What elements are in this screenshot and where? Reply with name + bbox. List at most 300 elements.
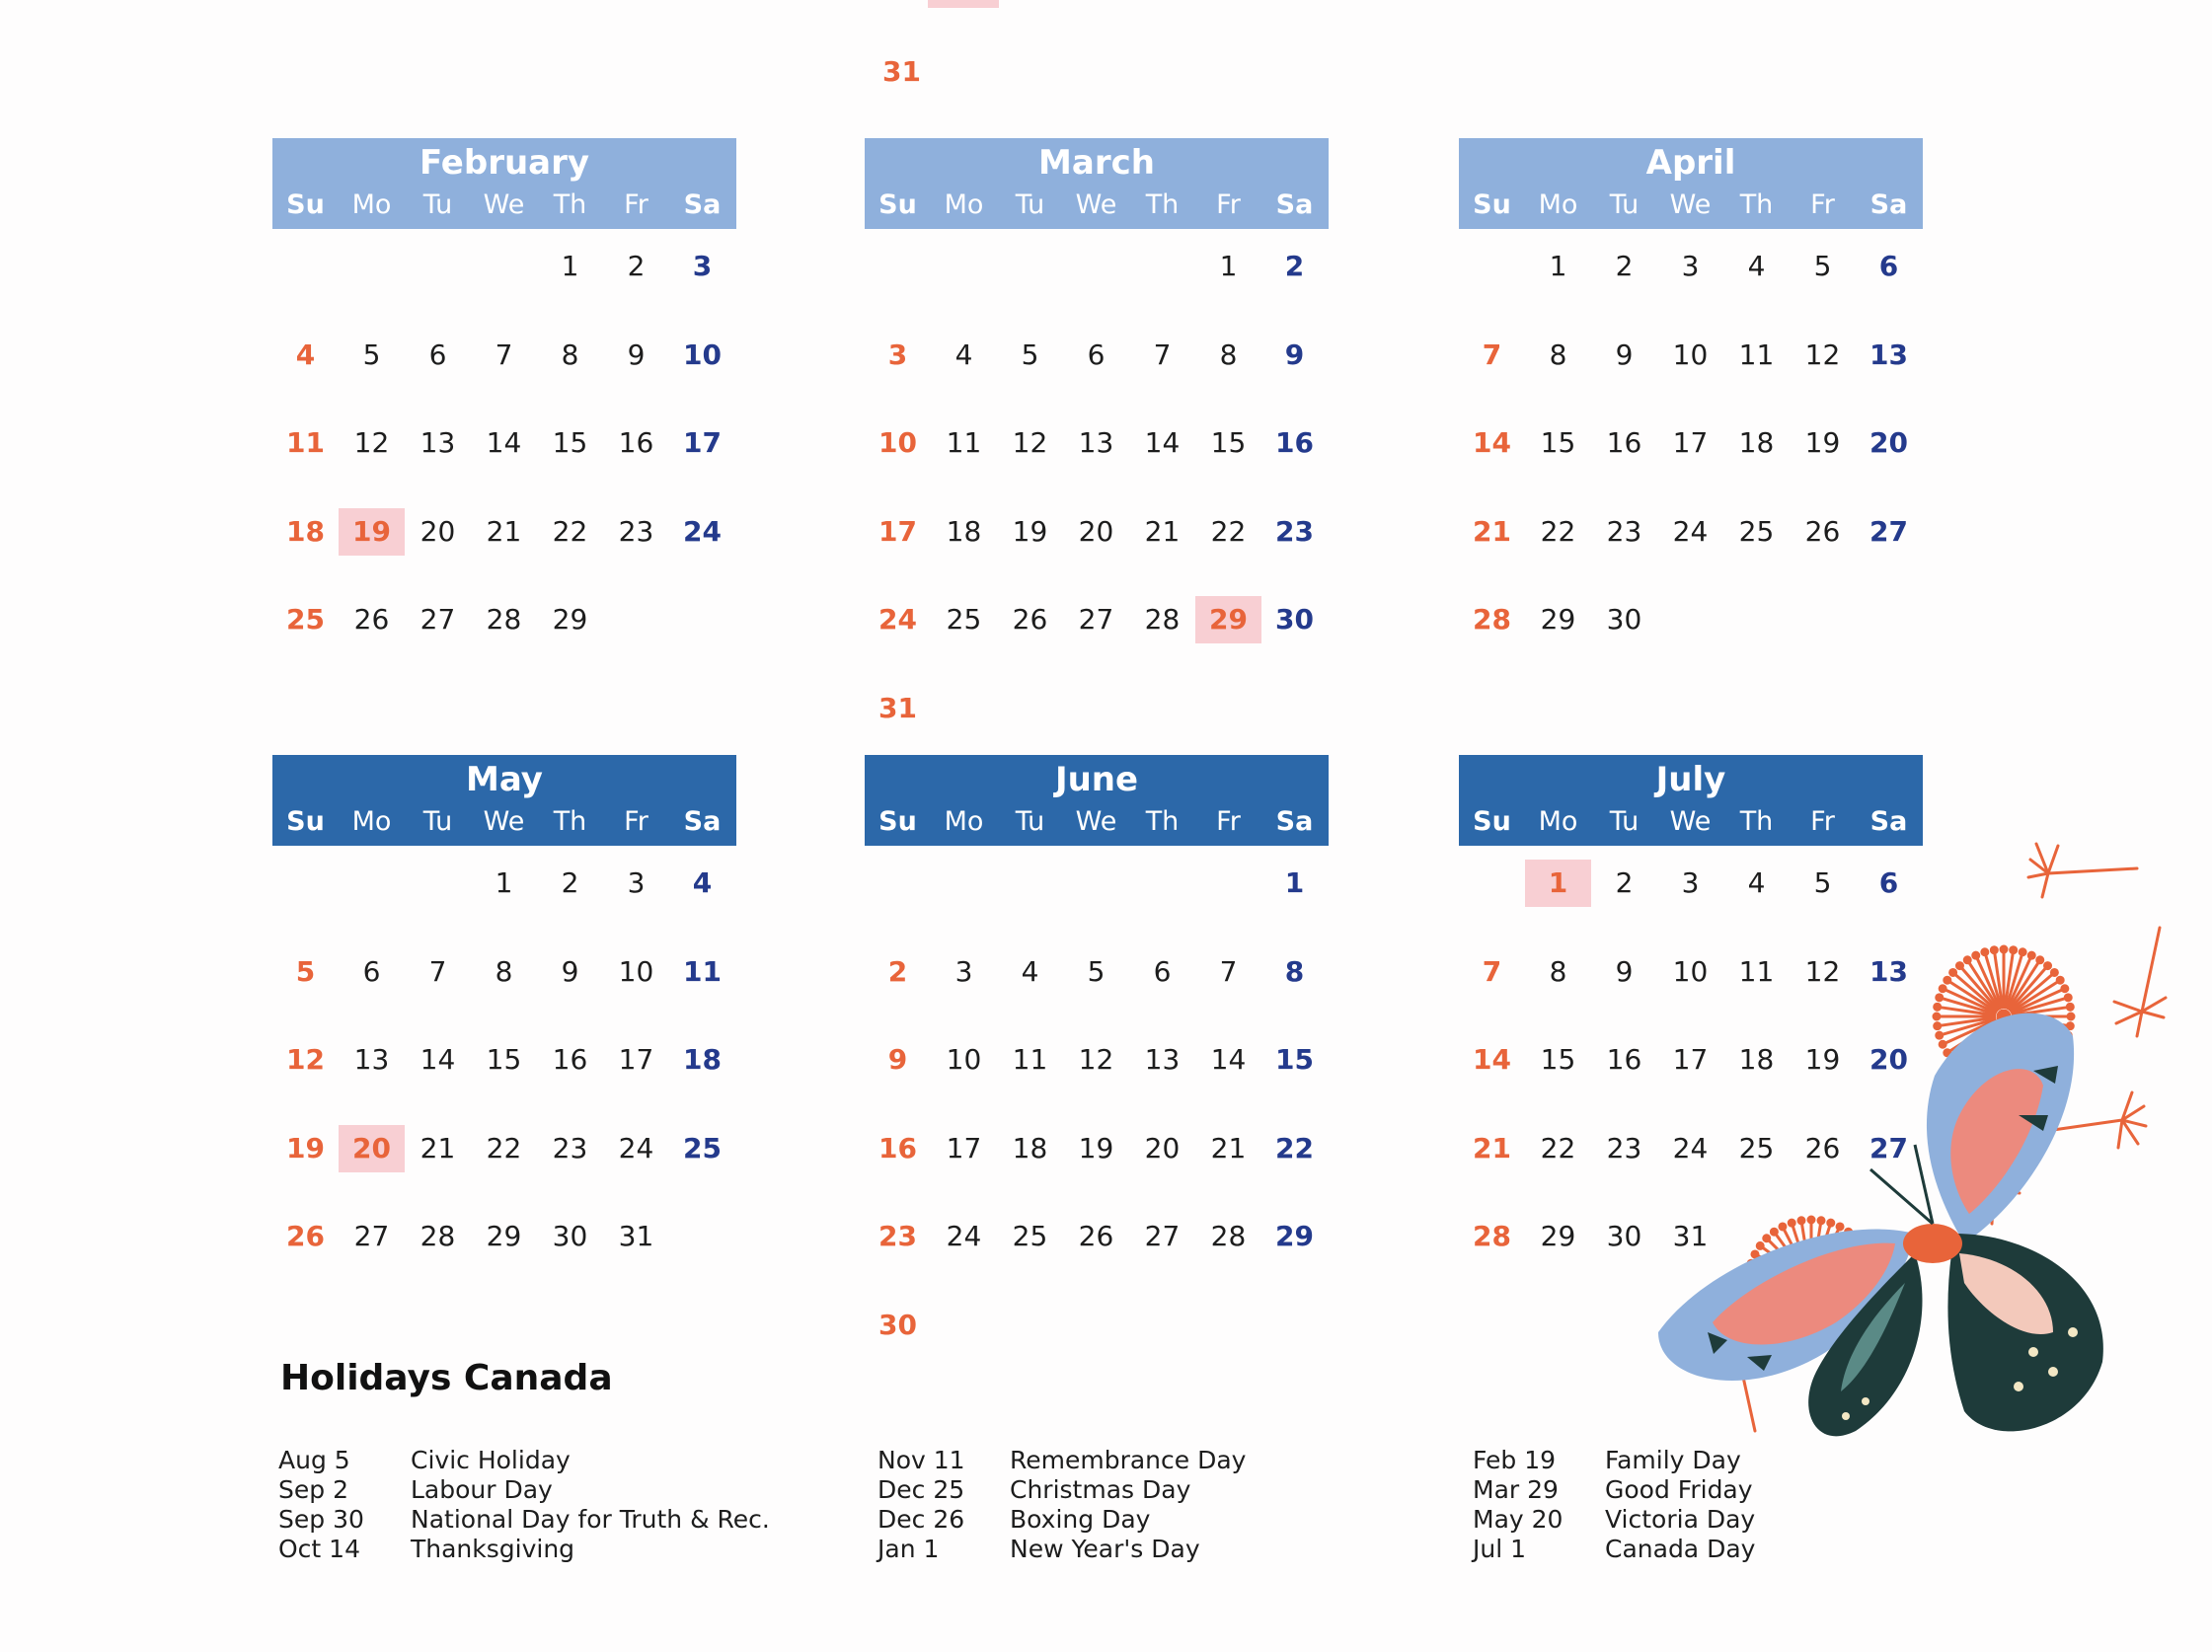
previous-month-day-31: 31 (882, 55, 921, 88)
holiday-name: Civic Holiday (411, 1446, 571, 1474)
day-number: 22 (1275, 1131, 1314, 1164)
day-number: 13 (1078, 426, 1114, 459)
day-number: 23 (1275, 514, 1314, 548)
empty-cell (1459, 229, 1525, 318)
weekday-label: Mo (944, 806, 984, 837)
weekday-label: Th (1145, 189, 1180, 220)
day-number: 2 (1615, 250, 1634, 282)
day-cell (603, 494, 669, 583)
day-number: 30 (1606, 603, 1642, 636)
day-number: 25 (946, 603, 982, 636)
weekday-label: We (1075, 806, 1117, 837)
day-cell (1063, 935, 1129, 1023)
empty-cell (471, 229, 537, 318)
day-number: 5 (1813, 866, 1832, 899)
day-number: 25 (286, 603, 325, 636)
weekday-label: Su (286, 806, 325, 837)
day-cell (405, 1199, 471, 1288)
holiday-name: Family Day (1605, 1446, 1741, 1474)
day-cell (471, 406, 537, 494)
month-june (865, 755, 1329, 1376)
day-number: 17 (946, 1131, 982, 1164)
day-cell (272, 935, 339, 1023)
month-february (272, 138, 736, 671)
day-cell (537, 1111, 603, 1200)
day-number: 7 (1482, 954, 1502, 988)
weekday-label: Tu (1609, 806, 1640, 837)
day-cell (603, 1199, 669, 1288)
day-cell (997, 582, 1063, 671)
day-number: 9 (627, 338, 646, 371)
month-title: July (1655, 760, 1726, 799)
day-cell (339, 1199, 405, 1288)
day-number: 16 (618, 426, 654, 459)
day-number: 13 (1869, 338, 1908, 371)
day-number: 4 (1747, 250, 1766, 282)
day-cell (1261, 318, 1328, 407)
weekday-row (865, 800, 1329, 846)
day-cell (1591, 229, 1657, 318)
day-cell (1525, 935, 1591, 1023)
day-cell (272, 582, 339, 671)
day-cell (865, 1288, 931, 1377)
day-cell (865, 671, 931, 760)
day-number: 2 (561, 866, 579, 899)
holiday-name: Remembrance Day (1010, 1446, 1247, 1474)
weekday-row (272, 184, 736, 229)
day-number: 16 (1275, 426, 1314, 459)
day-cell (669, 846, 735, 935)
day-number: 19 (339, 508, 405, 556)
holidays-title: Holidays Canada (280, 1358, 613, 1398)
day-cell (1790, 494, 1856, 583)
day-cell (1723, 229, 1790, 318)
day-cell (1063, 318, 1129, 407)
day-cell (931, 1199, 997, 1288)
day-number: 19 (1078, 1131, 1114, 1164)
day-cell (1657, 318, 1723, 407)
holiday-row (877, 1505, 1246, 1535)
day-cell (603, 1022, 669, 1111)
day-number: 11 (1738, 954, 1775, 988)
day-cell (931, 582, 997, 671)
day-number: 6 (1878, 250, 1899, 282)
day-number: 27 (1869, 1131, 1908, 1164)
month-title: April (1645, 143, 1736, 183)
day-number: 31 (618, 1220, 654, 1252)
day-number: 8 (1284, 954, 1305, 988)
weekday-label: Fr (1810, 806, 1835, 837)
day-number: 22 (1540, 1131, 1576, 1164)
day-cell (1195, 935, 1261, 1023)
day-cell (1657, 229, 1723, 318)
day-number: 20 (1869, 1043, 1908, 1076)
day-cell (1525, 582, 1591, 671)
day-cell (1591, 318, 1657, 407)
day-number: 5 (362, 338, 381, 371)
day-cell (931, 494, 997, 583)
day-number: 4 (692, 866, 713, 899)
day-cell (339, 318, 405, 407)
day-number: 3 (887, 338, 908, 371)
empty-cell (1459, 846, 1525, 935)
day-number: 1 (1549, 250, 1567, 282)
day-number: 27 (353, 1220, 390, 1252)
day-cell (1195, 318, 1261, 407)
day-cell (1063, 406, 1129, 494)
butterfly-icon (1619, 819, 2211, 1628)
day-number: 29 (1195, 596, 1261, 643)
day-cell (1790, 318, 1856, 407)
day-number: 27 (1078, 603, 1114, 636)
day-cell (1195, 1022, 1261, 1111)
day-number: 3 (954, 954, 973, 988)
day-cell (1525, 846, 1591, 935)
day-number: 12 (1804, 338, 1841, 371)
day-cell (1591, 582, 1657, 671)
day-cell (1856, 494, 1922, 583)
day-number: 24 (1672, 1131, 1709, 1164)
weekday-label: Th (1145, 806, 1180, 837)
day-cell (1723, 318, 1790, 407)
day-number: 14 (1473, 1043, 1511, 1076)
day-number: 17 (878, 514, 917, 548)
day-cell (931, 935, 997, 1023)
empty-cell (1063, 229, 1129, 318)
weekday-label: Mo (1538, 806, 1578, 837)
day-number: 21 (1210, 1131, 1247, 1164)
day-number: 6 (1153, 954, 1172, 988)
empty-cell (339, 846, 405, 935)
day-number: 18 (1738, 1043, 1775, 1076)
empty-cell (997, 229, 1063, 318)
holiday-name: Christmas Day (1010, 1475, 1191, 1504)
month-title: March (1038, 143, 1155, 183)
weekday-label: Mo (944, 189, 984, 220)
weekday-label: We (483, 806, 525, 837)
weekday-label: Su (1473, 806, 1511, 837)
weekday-row (1459, 184, 1923, 229)
day-number: 18 (683, 1043, 722, 1076)
day-number: 27 (1144, 1220, 1181, 1252)
day-number: 19 (286, 1131, 325, 1164)
day-number: 4 (954, 338, 973, 371)
weekday-label: Mo (351, 189, 392, 220)
day-number: 14 (1473, 426, 1511, 459)
day-cell (997, 494, 1063, 583)
day-number: 9 (561, 954, 579, 988)
day-number: 25 (1738, 514, 1775, 548)
day-cell (1195, 406, 1261, 494)
day-cell (1261, 406, 1328, 494)
day-number: 10 (878, 426, 917, 459)
holiday-column (278, 1446, 770, 1564)
day-cell (865, 1111, 931, 1200)
weekday-label: Tu (422, 189, 453, 220)
day-number: 3 (1681, 250, 1700, 282)
day-cell (1459, 935, 1525, 1023)
day-number: 28 (1210, 1220, 1247, 1252)
day-cell (1525, 318, 1591, 407)
day-cell (1261, 494, 1328, 583)
day-cell (1261, 846, 1328, 935)
day-cell (471, 1111, 537, 1200)
day-number: 11 (683, 954, 722, 988)
month-march (865, 138, 1329, 759)
weekday-row (865, 184, 1329, 229)
day-cell (603, 1111, 669, 1200)
day-cell (1856, 318, 1922, 407)
weekday-label: We (483, 189, 525, 220)
day-cell (997, 935, 1063, 1023)
day-number: 17 (1672, 1043, 1709, 1076)
day-cell (1790, 229, 1856, 318)
holiday-date: Nov 11 (877, 1446, 965, 1474)
weekday-label: Fr (1810, 189, 1835, 220)
day-number: 1 (561, 250, 579, 282)
day-number: 13 (353, 1043, 390, 1076)
day-number: 16 (552, 1043, 588, 1076)
day-cell (339, 494, 405, 583)
day-number: 2 (627, 250, 646, 282)
day-cell (339, 1111, 405, 1200)
day-cell (537, 494, 603, 583)
day-number: 19 (1804, 426, 1841, 459)
weekday-label: We (1669, 806, 1712, 837)
day-number: 22 (486, 1131, 522, 1164)
day-cell (405, 406, 471, 494)
weekday-label: Fr (624, 806, 648, 837)
day-number: 3 (692, 250, 713, 282)
day-number: 8 (1549, 954, 1567, 988)
day-number: 7 (1482, 338, 1502, 371)
day-number: 20 (339, 1125, 405, 1172)
day-number: 14 (420, 1043, 456, 1076)
day-number: 10 (946, 1043, 982, 1076)
day-cell (1261, 935, 1328, 1023)
day-number: 16 (878, 1131, 917, 1164)
day-number: 30 (1275, 603, 1314, 636)
holiday-name: Good Friday (1605, 1475, 1753, 1504)
holiday-name: National Day for Truth & Rec. (411, 1505, 770, 1534)
day-cell (1525, 406, 1591, 494)
day-cell (1129, 406, 1195, 494)
day-number: 26 (1012, 603, 1048, 636)
day-number: 17 (618, 1043, 654, 1076)
day-number: 1 (1219, 250, 1238, 282)
holiday-date: Aug 5 (278, 1446, 350, 1474)
weekday-label: Tu (1015, 806, 1045, 837)
day-number: 7 (1219, 954, 1238, 988)
day-cell (537, 935, 603, 1023)
day-number: 22 (552, 514, 588, 548)
day-number: 6 (1087, 338, 1106, 371)
day-cell (471, 582, 537, 671)
day-number: 7 (495, 338, 513, 371)
day-number: 5 (295, 954, 316, 988)
day-cell (603, 406, 669, 494)
day-number: 31 (878, 691, 917, 724)
day-number: 24 (946, 1220, 982, 1252)
day-cell (1129, 494, 1195, 583)
day-number: 24 (618, 1131, 654, 1164)
empty-cell (1195, 846, 1261, 935)
day-number: 11 (286, 426, 325, 459)
day-cell (1525, 229, 1591, 318)
day-number: 8 (1549, 338, 1567, 371)
day-number: 23 (552, 1131, 588, 1164)
day-number: 14 (1144, 426, 1181, 459)
day-cell (1261, 1022, 1328, 1111)
day-number: 15 (552, 426, 588, 459)
weekday-label: Th (553, 806, 587, 837)
day-cell (405, 1022, 471, 1111)
weekday-label: Sa (1869, 189, 1908, 220)
day-number: 13 (1869, 954, 1908, 988)
empty-cell (1129, 846, 1195, 935)
day-number: 8 (495, 954, 513, 988)
day-number: 11 (1012, 1043, 1048, 1076)
day-grid (272, 846, 736, 1288)
day-cell (1525, 1111, 1591, 1200)
day-number: 23 (1606, 514, 1642, 548)
holiday-date: Sep 30 (278, 1505, 364, 1534)
day-number: 5 (1021, 338, 1039, 371)
day-cell (865, 1199, 931, 1288)
day-number: 1 (495, 866, 513, 899)
month-title: May (466, 760, 543, 799)
day-number: 12 (1078, 1043, 1114, 1076)
day-cell (931, 406, 997, 494)
day-number: 15 (1540, 426, 1576, 459)
day-number: 12 (286, 1043, 325, 1076)
day-number: 2 (1615, 866, 1634, 899)
day-number: 28 (1473, 1220, 1511, 1252)
weekday-label: Tu (422, 806, 453, 837)
day-cell (603, 846, 669, 935)
day-number: 28 (1473, 603, 1511, 636)
holiday-date: Dec 25 (877, 1475, 965, 1504)
day-cell (471, 1199, 537, 1288)
day-number: 22 (1210, 514, 1247, 548)
holiday-name: Thanksgiving (411, 1535, 575, 1563)
day-cell (272, 318, 339, 407)
day-cell (669, 318, 735, 407)
month-header (272, 138, 736, 229)
day-number: 21 (486, 514, 522, 548)
day-cell (1723, 406, 1790, 494)
day-cell (931, 1111, 997, 1200)
day-cell (537, 846, 603, 935)
day-number: 11 (1738, 338, 1775, 371)
day-number: 2 (1284, 250, 1305, 282)
holiday-date: Jan 1 (877, 1535, 940, 1563)
day-cell (865, 582, 931, 671)
empty-cell (931, 229, 997, 318)
holiday-date: May 20 (1473, 1505, 1564, 1534)
day-number: 17 (683, 426, 722, 459)
day-cell (669, 229, 735, 318)
day-number: 31 (1672, 1220, 1709, 1252)
day-number: 9 (1284, 338, 1305, 371)
day-number: 4 (295, 338, 316, 371)
day-number: 18 (946, 514, 982, 548)
day-cell (1129, 1111, 1195, 1200)
weekday-label: Su (1473, 189, 1511, 220)
day-number: 29 (486, 1220, 522, 1252)
day-cell (997, 318, 1063, 407)
day-number: 28 (486, 603, 522, 636)
day-number: 27 (1869, 514, 1908, 548)
day-number: 9 (887, 1043, 908, 1076)
day-number: 20 (1078, 514, 1114, 548)
day-cell (1063, 1111, 1129, 1200)
day-number: 25 (1738, 1131, 1775, 1164)
day-cell (1525, 1199, 1591, 1288)
day-grid (865, 229, 1329, 759)
day-cell (1856, 406, 1922, 494)
weekday-label: Fr (624, 189, 648, 220)
butterfly-body (1658, 1014, 2103, 1437)
day-number: 26 (1078, 1220, 1114, 1252)
day-number: 3 (627, 866, 646, 899)
day-number: 25 (683, 1131, 722, 1164)
day-number: 30 (1606, 1220, 1642, 1252)
day-number: 13 (420, 426, 456, 459)
weekday-label: Su (286, 189, 325, 220)
holiday-date: Mar 29 (1473, 1475, 1559, 1504)
day-cell (1591, 406, 1657, 494)
weekday-row (272, 800, 736, 846)
day-cell (1591, 494, 1657, 583)
weekday-label: Su (878, 189, 917, 220)
weekday-label: Tu (1015, 189, 1045, 220)
empty-cell (1129, 229, 1195, 318)
day-number: 17 (1672, 426, 1709, 459)
day-cell (1261, 1199, 1328, 1288)
day-number: 20 (1144, 1131, 1181, 1164)
day-number: 24 (683, 514, 722, 548)
day-number: 8 (561, 338, 579, 371)
day-cell (537, 582, 603, 671)
weekday-label: Sa (683, 189, 722, 220)
day-cell (669, 494, 735, 583)
holiday-name: New Year's Day (1010, 1535, 1200, 1563)
day-cell (1129, 1022, 1195, 1111)
day-grid (1459, 229, 1923, 671)
day-cell (1129, 582, 1195, 671)
day-cell (669, 1022, 735, 1111)
holiday-row (877, 1475, 1246, 1505)
day-number: 14 (1210, 1043, 1247, 1076)
day-number: 30 (878, 1308, 917, 1341)
day-number: 9 (1615, 954, 1634, 988)
day-cell (405, 1111, 471, 1200)
day-number: 16 (1606, 1043, 1642, 1076)
weekday-label: Fr (1216, 189, 1241, 220)
day-number: 2 (887, 954, 908, 988)
day-cell (405, 318, 471, 407)
day-number: 1 (1284, 866, 1305, 899)
day-number: 15 (1210, 426, 1247, 459)
day-number: 18 (1738, 426, 1775, 459)
empty-cell (1063, 846, 1129, 935)
day-cell (1459, 318, 1525, 407)
empty-cell (272, 229, 339, 318)
day-cell (1459, 1111, 1525, 1200)
holiday-date: Oct 14 (278, 1535, 360, 1563)
day-number: 25 (1012, 1220, 1048, 1252)
